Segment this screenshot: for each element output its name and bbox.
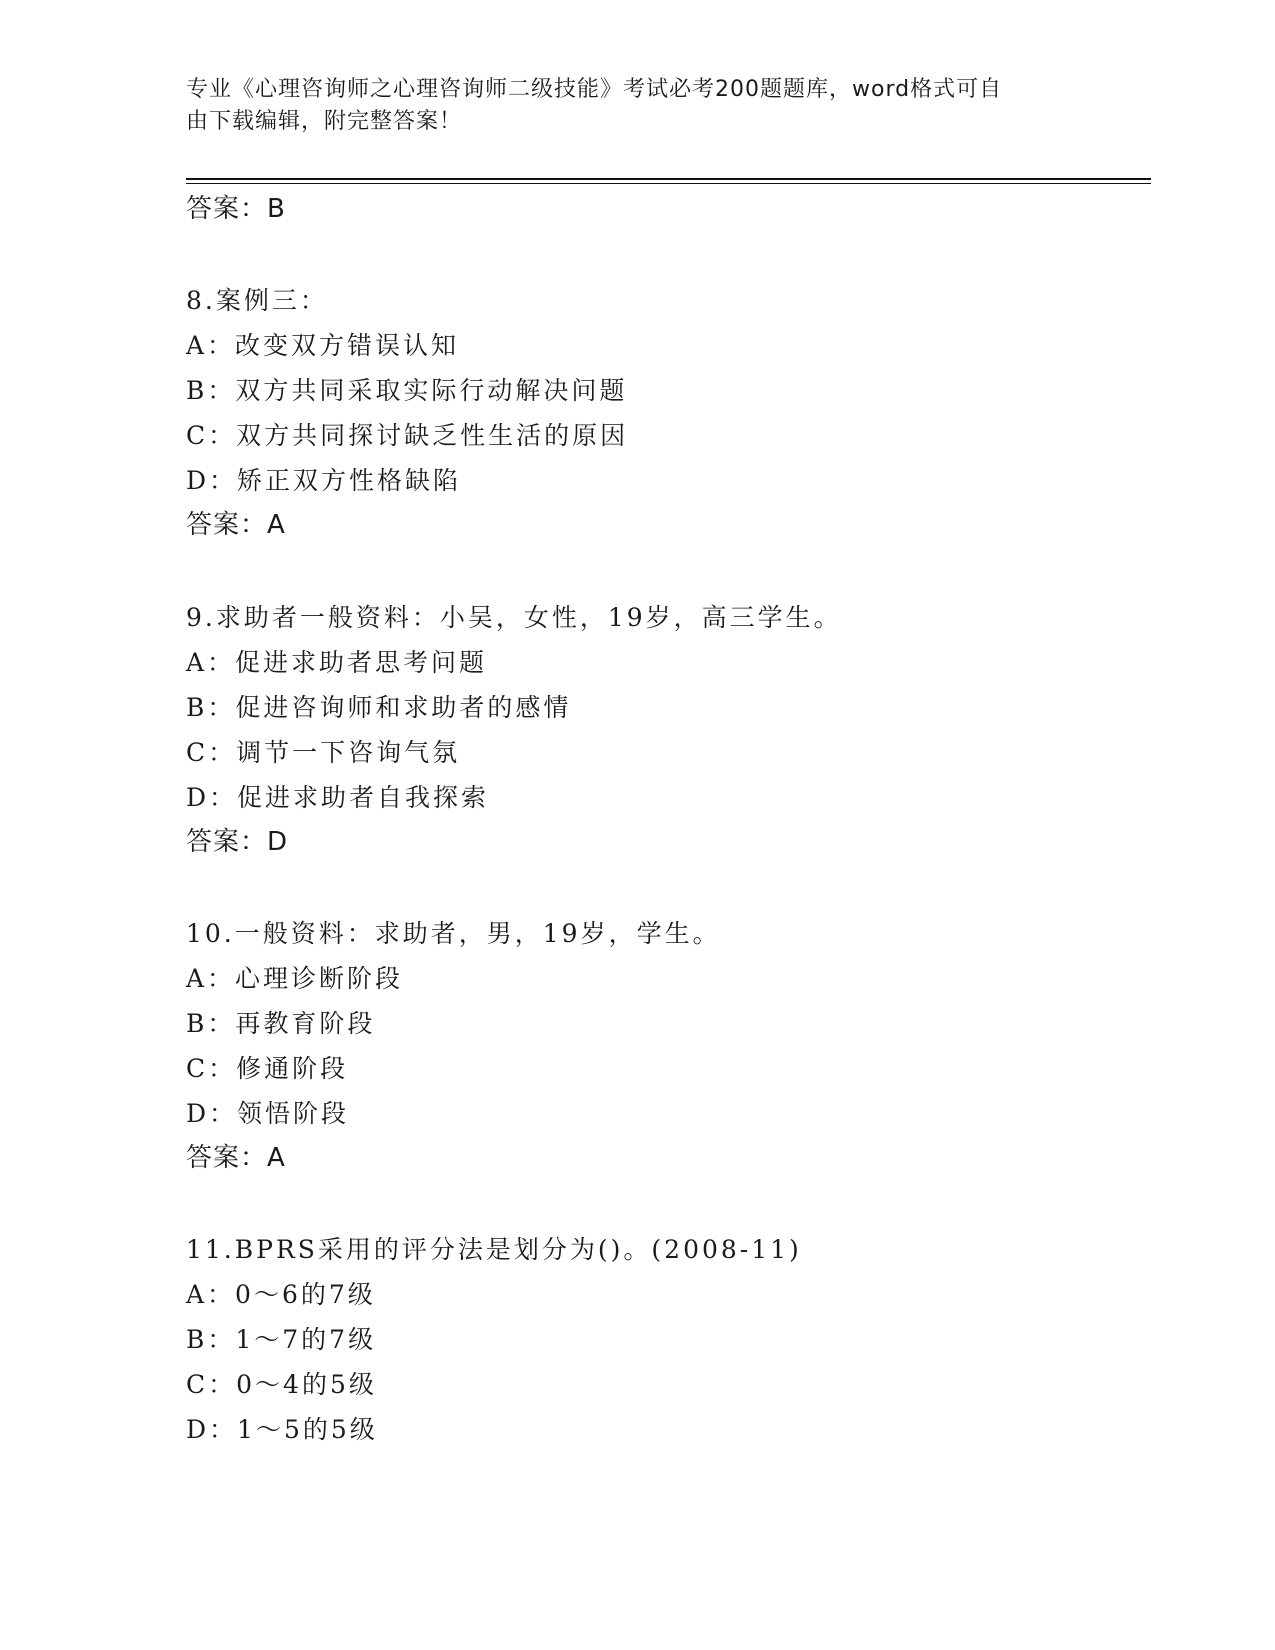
option-c: C：修通阶段 xyxy=(186,1054,349,1083)
answer-line: 答案：A xyxy=(186,510,286,540)
question-title: 8.案例三： xyxy=(186,286,328,315)
option-c: C：0～4的5级 xyxy=(186,1370,377,1399)
option-b: B：1～7的7级 xyxy=(186,1325,377,1354)
option-a: A：0～6的7级 xyxy=(186,1280,376,1309)
option-c: C：调节一下咨询气氛 xyxy=(186,738,461,767)
option-b: B：再教育阶段 xyxy=(186,1009,376,1038)
question-title: 9.求助者一般资料：小吴，女性，19岁，高三学生。 xyxy=(186,603,842,632)
option-b: B：双方共同采取实际行动解决问题 xyxy=(186,376,628,405)
option-d: D：领悟阶段 xyxy=(186,1099,350,1128)
option-a: A：促进求助者思考问题 xyxy=(186,648,488,677)
option-a: A：心理诊断阶段 xyxy=(186,964,404,993)
answer-line: 答案：B xyxy=(186,194,286,224)
question-title: 11.BPRS采用的评分法是划分为()。(2008-11) xyxy=(186,1235,802,1264)
option-c: C：双方共同探讨缺乏性生活的原因 xyxy=(186,421,629,450)
option-b: B：促进咨询师和求助者的感情 xyxy=(186,693,572,722)
header-rule-thin xyxy=(186,183,1151,184)
option-d: D：矫正双方性格缺陷 xyxy=(186,466,462,495)
header-line-2: 由下载编辑，附完整答案！ xyxy=(186,109,463,134)
option-a: A：改变双方错误认知 xyxy=(186,331,460,360)
answer-line: 答案：A xyxy=(186,1143,286,1173)
header-line-1: 专业《心理咨询师之心理咨询师二级技能》考试必考200题题库，word格式可自 xyxy=(186,77,1003,102)
question-title: 10.一般资料：求助者，男，19岁，学生。 xyxy=(186,919,721,948)
document-header xyxy=(186,74,1066,138)
option-d: D：促进求助者自我探索 xyxy=(186,783,490,812)
answer-line: 答案：D xyxy=(186,827,289,857)
header-rule-thick xyxy=(186,178,1151,180)
option-d: D：1～5的5级 xyxy=(186,1415,378,1444)
